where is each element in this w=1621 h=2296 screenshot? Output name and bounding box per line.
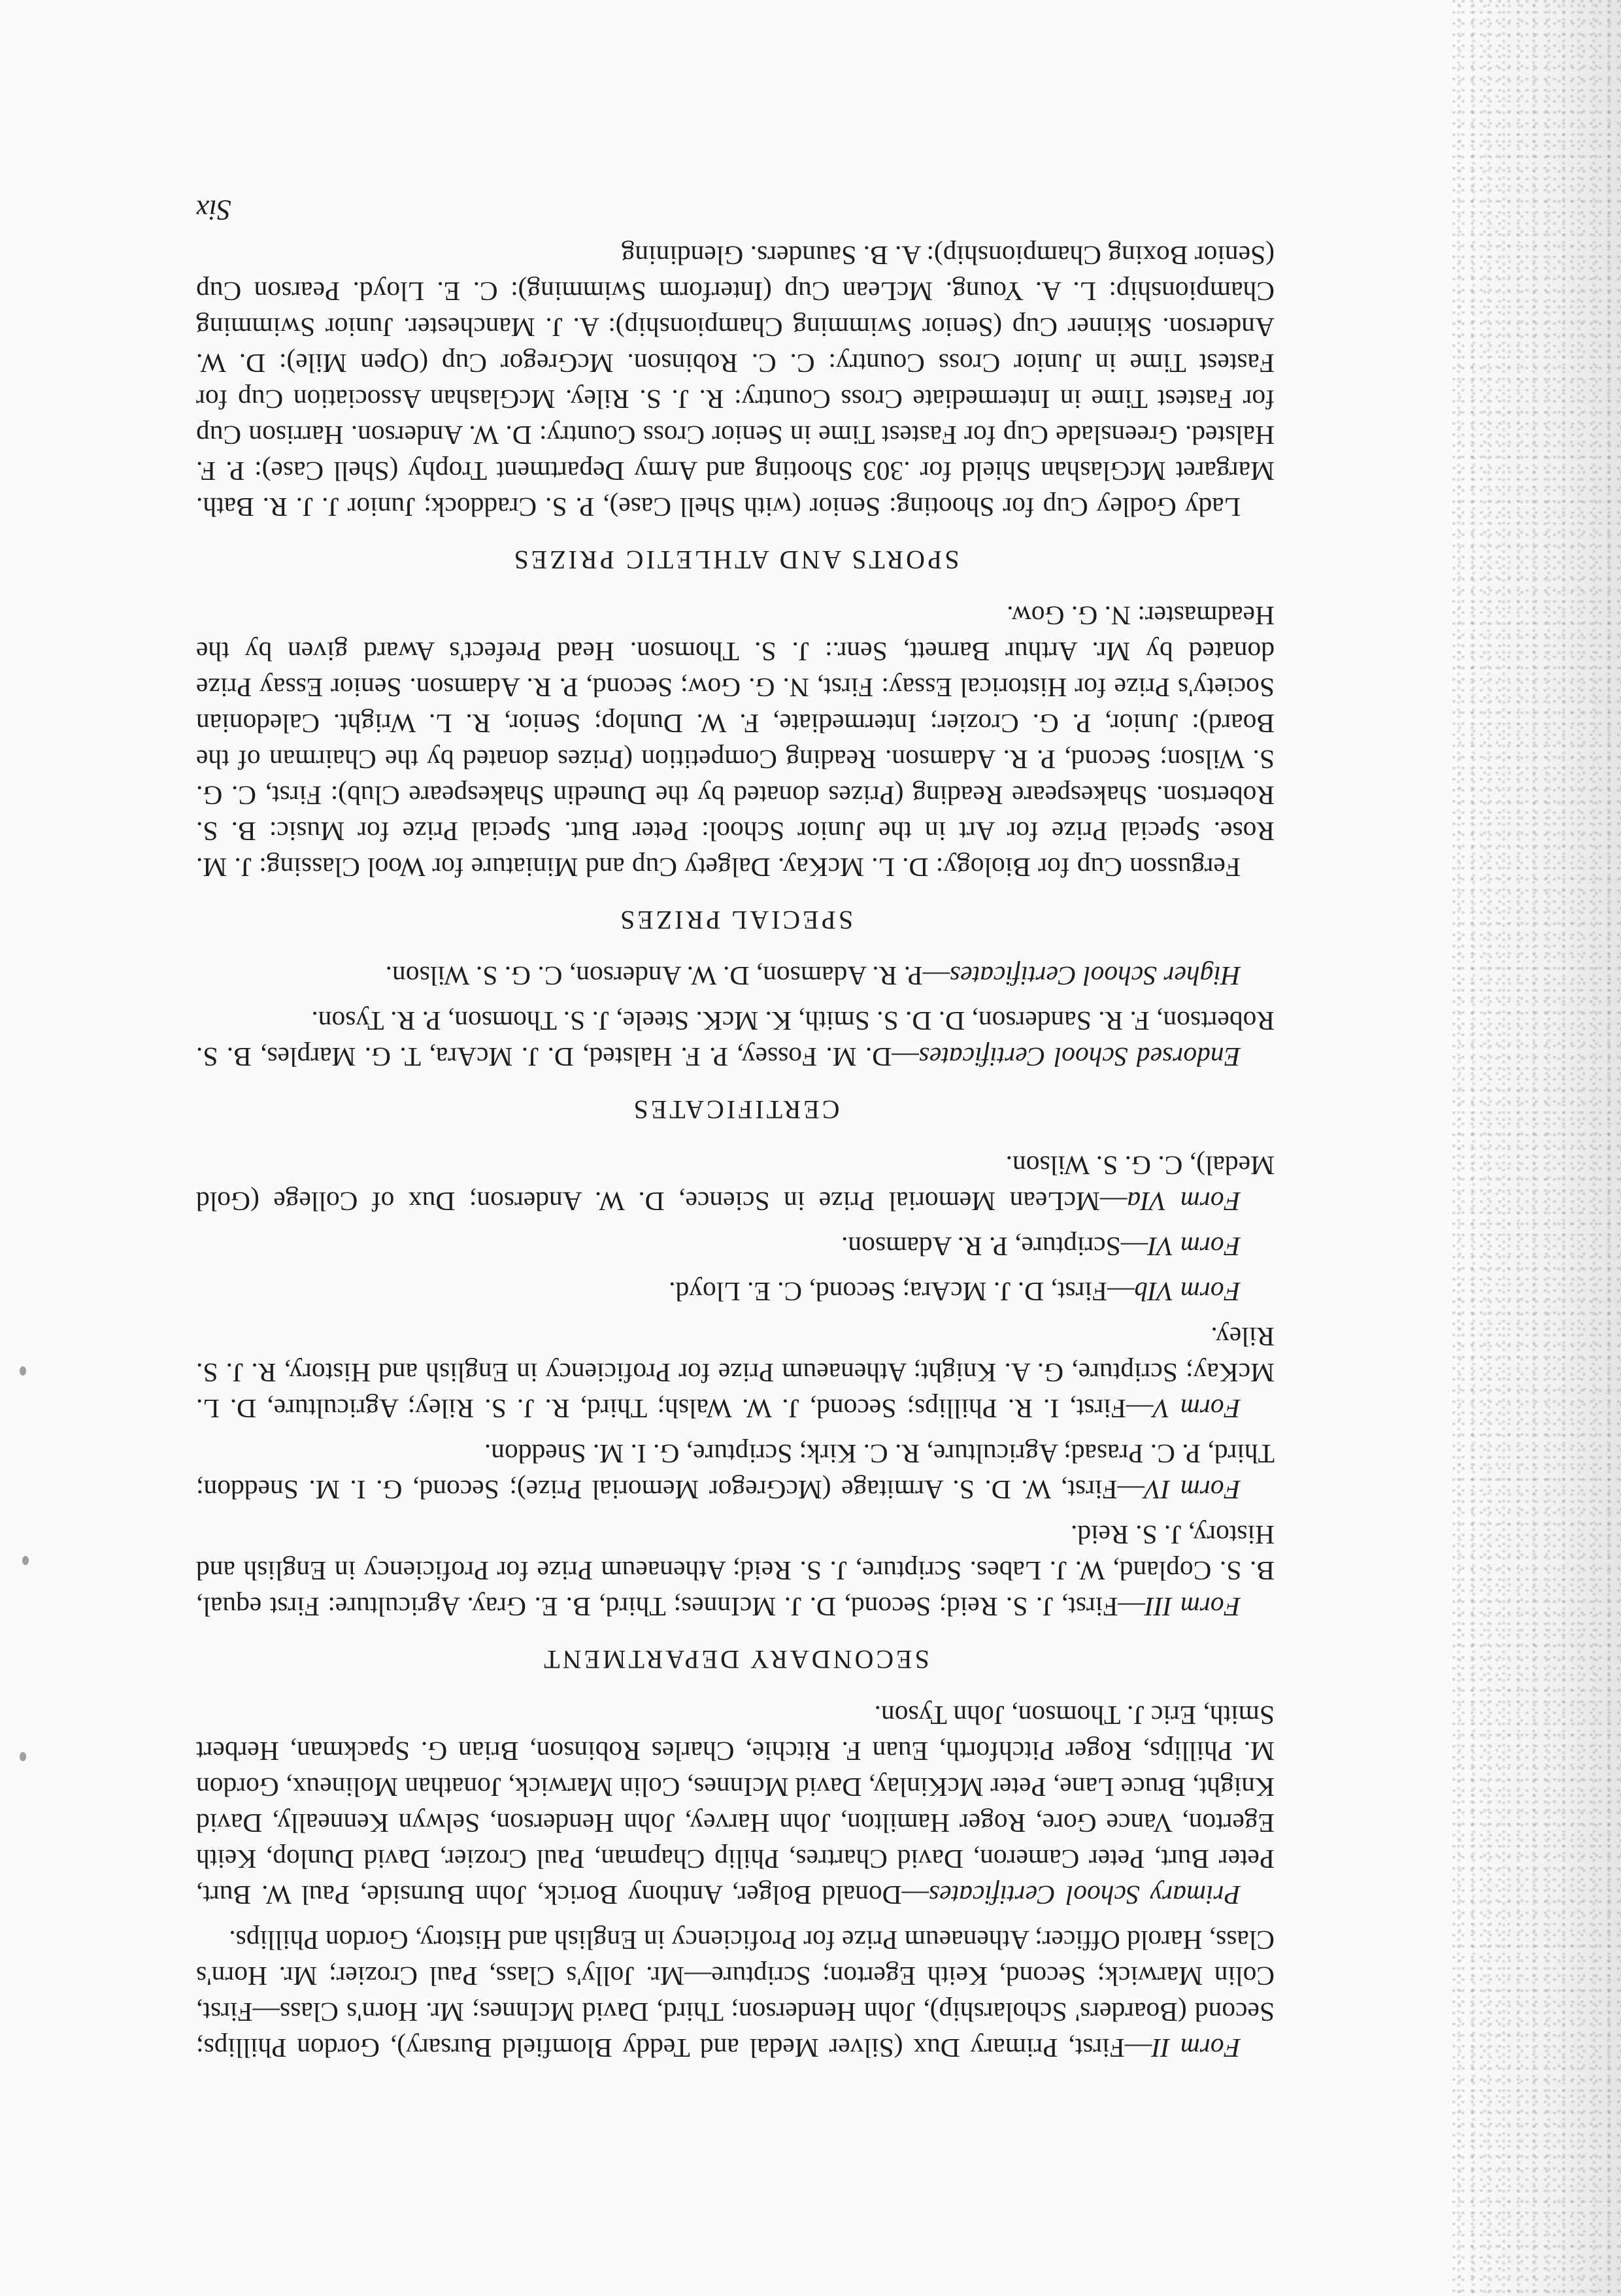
form-6b-label: Form VIb <box>1134 1277 1241 1307</box>
form-5-text: —First, I. R. Phillips; Second, J. W. Walsh; Third, R. J. S. Riley; Agriculture, D. L. McKay; Scripture, G. A. Knight; Athenaeum Prize for Proficiency in English and History, R. J. S. Riley. <box>196 1322 1275 1424</box>
form-6a-text: —McLean Memorial Prize in Science, D. W. Anderson; Dux of College (Gold Medal), C. G. S. Wilson. <box>196 1151 1275 1217</box>
primary-certificates-paragraph <box>196 1697 1275 1913</box>
form-6-text: —Scripture, P. R. Adamson. <box>841 1232 1148 1262</box>
form-6b-paragraph <box>196 1274 1275 1309</box>
secondary-department-heading: SECONDARY DEPARTMENT <box>541 1645 929 1674</box>
endorsed-certificates-paragraph <box>196 1003 1275 1075</box>
form-2-label: Form II <box>1152 2033 1241 2063</box>
primary-certificates-text: —Donald Bolger, Anthony Borick, John Burnside, Paul W. Burt, Peter Burt, Peter Cameron, David Chartres, Philip Chapman, Paul Crozier, David Dunlop, Keith Egerton, Vance Gore, Roger Hamilton, John Harvey, John Henderson, Selwyn Kenneally, David Knight, Bruce Lane, Peter McKinlay, David McInnes, Colin Marwick, Jonathan Molineux, Gordon M. Phillips, Roger Pitchforth, Euan F. Ritchie, Charles Robinson, Brian G. Spackman, Herbert Smith, Eric J. Thomson, John Tyson. <box>196 1700 1275 1910</box>
form-4-label: Form IV <box>1144 1475 1241 1505</box>
primary-certificates-label: Primary School Certificates <box>929 1880 1241 1910</box>
form-6a-paragraph <box>196 1147 1275 1219</box>
sports-prizes-heading: SPORTS AND ATHLETIC PRIZES <box>511 545 960 575</box>
higher-certificates-label: Higher School Certificates <box>950 961 1241 991</box>
binding-hole-mark <box>22 1556 29 1565</box>
form-4-paragraph <box>196 1436 1275 1508</box>
binding-hole-mark <box>20 1752 26 1761</box>
form-6b-text: —First, D. J. McAra; Second, C. E. Lloyd. <box>669 1277 1135 1307</box>
form-2-text: —First, Primary Dux (Silver Medal and Teddy Blomfield Bursary), Gordon Phillips; Second (Boarders' Scholarship), John Henderson; Third, David McInnes; Mr. Horn's Class—First, Colin Marwick; Second, Keith Egerton; Scripture—Mr. Jolly's Class, Paul Crozier; Mr. Horn's Class, Harold Officer; Athenaeum Prize for Proficiency in English and History, Gordon Phillips. <box>196 1925 1275 2063</box>
endorsed-certificates-text: —D. M. Fossey, P. F. Halsted, D. J. McAra, T. G. Marples, B. S. Robertson, F. R. Sanderson, D. D. S. Smith, K. McK. Steele, J. S. Thomson, P. R. Tyson. <box>196 1006 1275 1072</box>
endorsed-certificates-label: Endorsed School Certificates <box>918 1042 1241 1072</box>
higher-certificates-paragraph <box>196 958 1275 994</box>
form-6-label: Form VI <box>1148 1232 1241 1262</box>
form-2-paragraph <box>196 1922 1275 2066</box>
sports-prizes-paragraph: Lady Godley Cup for Shooting: Senior (with Shell Case), P. S. Craddock; Junior J. J. R. Bath. Margaret McGlashan Shield for .303 Shooting and Army Department Trophy (Shell Case): P. F. Halsted. Greenslade Cup for Fastest Time in Senior Cross Country: D. W. Anderson. Harrison Cup for Fastest Time in Intermediate Cross Country: R. J. S. Riley. McGlashan Association Cup for Fastest Time in Junior Cross Country: C. C. Robinson. McGregor Cup (Open Mile): D. W. Anderson. Skinner Cup (Senior Swimming Championship): A. J. Manchester. Junior Swimming Championship: L. A. Young. McLean Cup (Interform Swimming): C. E. Lloyd. Pearson Cup (Senior Boxing Championship): A. B. Saunders. Glendining <box>196 241 1275 522</box>
form-3-label: Form III <box>1145 1592 1241 1622</box>
certificates-heading: CERTIFICATES <box>631 1095 840 1124</box>
special-prizes-paragraph: Fergusson Cup for Biology: D. L. McKay. Dalgety Cup and Miniature for Wool Classing: J. M. Rose. Special Prize for Art in the Junior School: Peter Burt. Special Prize for Music: B. S. Robertson. Shakespeare Reading (Prizes donated by the Dunedin Shakespeare Club): First, C. G. S. Wilson; Second, P. R. Adamson. Reading Competition (Prizes donated by the Chairman of the Board): Junior, P. G. Crozier; Intermediate, F. W. Dunlop; Senior, R. L. Wright. Caledonian Society's Prize for Historical Essay: First, N. G. Gow; Second, P. R. Adamson. Senior Essay Prize donated by Mr. Arthur Barnett, Senr.: J. S. Thomson. Head Prefect's Award given by the Headmaster: N. G. Gow. <box>196 601 1275 883</box>
form-4-text: —First, W. D. S. Armitage (McGregor Memorial Prize); Second, G. I. M. Sneddon; Third, P. C. Prasad; Agriculture, R. C. Kirk; Scripture, G. I. M. Sneddon. <box>196 1439 1275 1505</box>
page-number: Six <box>196 194 231 226</box>
special-prizes-heading: SPECIAL PRIZES <box>617 905 854 935</box>
form-3-paragraph <box>196 1517 1275 1625</box>
form-5-label: Form V <box>1153 1394 1241 1424</box>
binding-hole-mark <box>20 1366 26 1376</box>
upside-down-text-block <box>196 105 1275 2066</box>
scan-edge-noise <box>1451 0 1621 2296</box>
higher-certificates-text: —P. R. Adamson, D. W. Anderson, C. G. S. Wilson. <box>385 961 950 991</box>
form-5-paragraph <box>196 1319 1275 1427</box>
form-3-text: —First, J. S. Reid; Second, D. J. McInnes; Third, B. E. Gray. Agriculture: First equal, B. S. Copland, W. J. Labes. Scripture, J. S. Reid; Athenaeum Prize for Proficiency in English and History, J. S. Reid. <box>196 1520 1275 1622</box>
form-6a-label: Form VIa <box>1127 1187 1241 1217</box>
form-6-paragraph <box>196 1228 1275 1264</box>
